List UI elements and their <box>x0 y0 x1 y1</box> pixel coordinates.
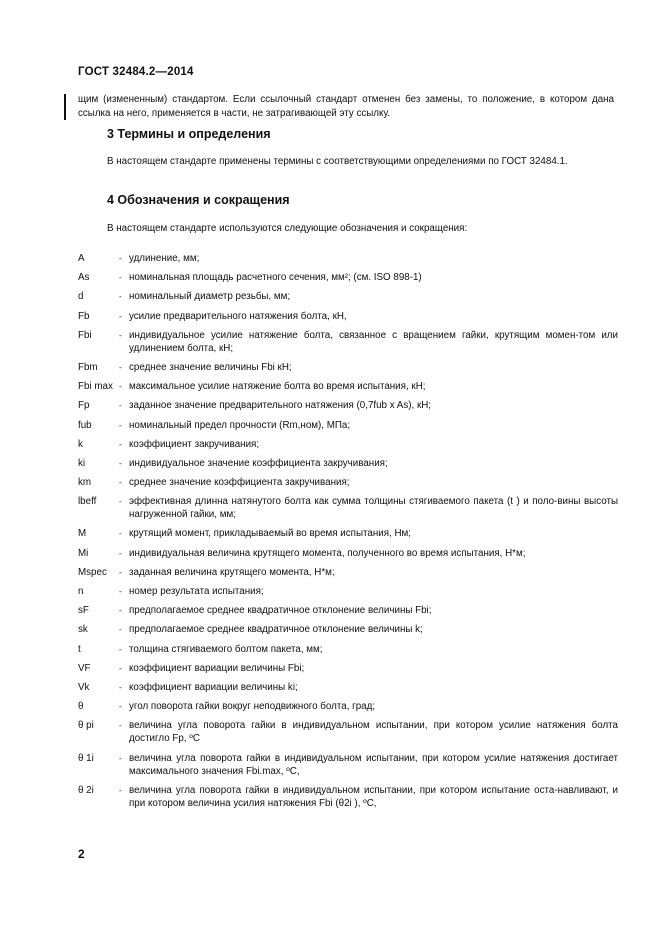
page-number: 2 <box>78 847 85 861</box>
term-symbol: θ pi <box>78 720 94 732</box>
term-symbol: A <box>78 253 85 264</box>
term-definition: величина угла поворота гайки в индивидуальном испытании, при котором испытание оста-навливают, и при котором величина усилия натяжения Fbi (θ2i ), ºC, <box>129 784 618 809</box>
dash-separator: - <box>119 330 122 340</box>
term-row <box>78 310 618 323</box>
dash-separator: - <box>119 567 122 577</box>
term-definition: крутящий момент, прикладываемый во время испытания, Нм; <box>129 528 412 540</box>
term-row <box>78 380 618 393</box>
intro-paragraph: щим (измененным) стандартом. Если ссылочный стандарт отменен без замены, то положение, в котором дана ссылка на него, применяется в части, не затрагивающей эту ссылку. <box>78 94 614 119</box>
term-definition: номинальная площадь расчетного сечения, мм²; (см. ISO 898-1) <box>129 272 422 284</box>
dash-separator: - <box>119 401 122 411</box>
term-definition: предполагаемое среднее квадратичное отклонение величины k; <box>129 624 423 636</box>
dash-separator: - <box>119 439 122 449</box>
dash-separator: - <box>119 362 122 372</box>
term-row <box>78 527 618 540</box>
terms-list <box>78 252 618 816</box>
section-4-text: В настоящем стандарте используются следующие обозначения и сокращения: <box>107 223 468 234</box>
term-definition: заданное значение предварительного натяжения (0,7fub x As), кН; <box>129 400 432 412</box>
term-row <box>78 700 618 713</box>
term-row <box>78 399 618 412</box>
term-row <box>78 547 618 560</box>
term-symbol: Fbi max <box>78 381 113 393</box>
term-definition: коэффициент вариации величины ki; <box>129 681 298 693</box>
term-symbol: M <box>78 528 87 540</box>
dash-separator: - <box>119 292 122 302</box>
term-row <box>78 438 618 451</box>
term-symbol: d <box>78 291 84 303</box>
term-row <box>78 457 618 470</box>
dash-separator: - <box>119 420 122 430</box>
term-row <box>78 419 618 432</box>
term-definition: эффективная длинна натянутого болта как сумма толщины стягиваемого пакета (t ) и поло-вины высоты нагруженной гайки, мм; <box>129 496 618 521</box>
term-definition: угол поворота гайки вокруг неподвижного болта, град; <box>129 701 376 713</box>
term-definition: усилие предварительного натяжения болта, кН, <box>129 310 347 322</box>
dash-separator: - <box>119 682 122 692</box>
term-symbol: Fbm <box>78 361 98 373</box>
dash-separator: - <box>119 254 122 263</box>
term-symbol: lbeff <box>78 496 97 508</box>
term-definition: коэффициент вариации величины Fbi; <box>129 662 305 674</box>
dash-separator: - <box>119 458 122 468</box>
term-definition: среднее значение коэффициента закручивания; <box>129 477 350 489</box>
term-row <box>78 643 618 656</box>
standard-header: ГОСТ 32484.2—2014 <box>78 66 194 78</box>
change-margin-bar <box>64 94 66 120</box>
term-symbol: Vk <box>78 681 90 693</box>
dash-separator: - <box>119 721 122 731</box>
term-definition: индивидуальное усилие натяжение болта, связанное с вращением гайки, крутящим момен-том или удлинением болта, кН; <box>129 329 618 354</box>
term-symbol: Mspec <box>78 566 107 578</box>
dash-separator: - <box>119 529 122 539</box>
term-symbol: θ 2i <box>78 784 94 796</box>
term-definition: среднее значение величины Fbi кН; <box>129 361 292 373</box>
term-row <box>78 681 618 694</box>
term-symbol: As <box>78 272 90 284</box>
term-row <box>78 585 618 598</box>
term-row <box>78 495 618 521</box>
term-row <box>78 252 618 265</box>
dash-separator: - <box>119 625 122 635</box>
term-definition: номинальный диаметр резьбы, мм; <box>129 291 291 303</box>
term-symbol: ki <box>78 457 86 469</box>
term-definition: номинальный предел прочности (Rm,ном), МПа; <box>129 419 351 431</box>
dash-separator: - <box>119 311 122 321</box>
dash-separator: - <box>119 644 122 654</box>
dash-separator: - <box>119 587 122 596</box>
term-row <box>78 566 618 579</box>
dash-separator: - <box>119 785 122 795</box>
term-symbol: n <box>78 586 84 597</box>
term-definition: толщина стягиваемого болтом пакета, мм; <box>129 643 323 655</box>
term-symbol: θ 1i <box>78 752 94 764</box>
term-definition: номер результата испытания; <box>129 586 264 597</box>
term-row <box>78 719 618 745</box>
dash-separator: - <box>119 478 122 488</box>
term-symbol: fub <box>78 419 92 431</box>
term-row <box>78 329 618 355</box>
term-row <box>78 784 618 810</box>
term-row <box>78 361 618 374</box>
term-symbol: t <box>78 643 81 655</box>
term-row <box>78 271 618 284</box>
term-definition: максимальное усилие натяжение болта во время испытания, кН; <box>129 381 426 393</box>
term-row <box>78 604 618 617</box>
term-symbol: Mi <box>78 547 89 559</box>
term-symbol: Fb <box>78 310 90 322</box>
term-definition: величина угла поворота гайки в индивидуальном испытании, при котором усилие натяжения достигает максимального значения Fbi.max, ºC, <box>129 752 618 777</box>
term-symbol: Fbi <box>78 329 92 341</box>
term-definition: индивидуальное значение коэффициента закручивания; <box>129 457 388 469</box>
term-symbol: km <box>78 477 92 489</box>
term-symbol: sF <box>78 605 89 617</box>
dash-separator: - <box>119 753 122 763</box>
section-3-text: В настоящем стандарте применены термины с соответствующими определениями по ГОСТ 32484.1. <box>107 156 568 167</box>
term-row <box>78 476 618 489</box>
term-definition: индивидуальная величина крутящего момента, полученного во время испытания, Н*м; <box>129 547 526 559</box>
term-symbol: Fp <box>78 400 90 412</box>
dash-separator: - <box>119 497 122 507</box>
term-definition: коэффициент закручивания; <box>129 438 260 450</box>
dash-separator: - <box>119 702 122 712</box>
term-row <box>78 662 618 675</box>
term-definition: удлинение, мм; <box>129 253 200 264</box>
term-row <box>78 752 618 778</box>
dash-separator: - <box>119 663 122 673</box>
term-definition: величина угла поворота гайки в индивидуальном испытании, при котором усилие натяжения болта достигло Fp, ºC <box>129 720 618 745</box>
term-definition: заданная величина крутящего момента, Н*м; <box>129 566 335 578</box>
term-row <box>78 290 618 303</box>
dash-separator: - <box>119 606 122 616</box>
term-definition: предполагаемое среднее квадратичное отклонение величины Fbi; <box>129 605 432 617</box>
dash-separator: - <box>119 273 122 283</box>
dash-separator: - <box>119 382 122 392</box>
term-symbol: θ <box>78 701 84 713</box>
section-4-title: 4 Обозначения и сокращения <box>107 193 290 207</box>
term-symbol: k <box>78 438 83 450</box>
term-symbol: VF <box>78 662 91 674</box>
term-symbol: sk <box>78 624 88 636</box>
term-row <box>78 623 618 636</box>
dash-separator: - <box>119 548 122 558</box>
section-3-title: 3 Термины и определения <box>107 127 271 141</box>
